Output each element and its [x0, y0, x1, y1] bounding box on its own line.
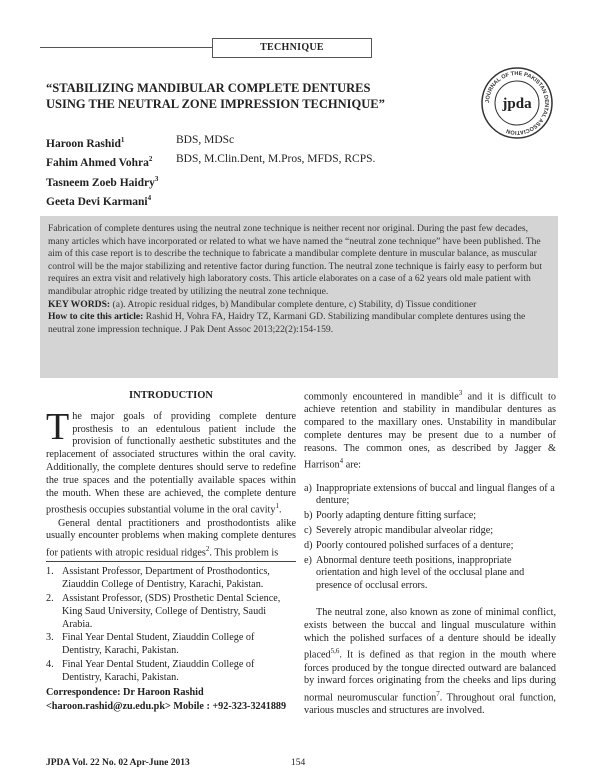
intro-paragraph-1: The major goals of providing complete denture prosthesis to an edentulous patient include the provision of functionally aesthetic substitutes and the replacement of associated structures within the oral cavity. Additionally, the complete dentures should serve to redefine the true spaces and the potentially available spaces within the mouth. When these are achieved, the complete denture prosthesis occupies substantial volume in the oral cavity$^1$. [46, 405, 296, 516]
author-degree: BDS, M.Clin.Dent, M.Pros, MFDS, RCPS. [176, 153, 376, 166]
author-name: Haroon Rashid$^1$ [46, 136, 125, 150]
logo-text: jpda [502, 96, 532, 112]
intro-paragraph-2: General dental practitioners and prosthodontists alike usually encounter problems when making complete dentures for patients with atropic residual ridges$^2$. This problem is [46, 517, 296, 559]
author-degree [176, 191, 486, 210]
abstract-text: Fabrication of complete dentures using the neutral zone technique is neither recent nor original. During the past few decades, many articles which have incorporated or related to what we have named the “neutral zone technique” have been published. The aim of this case report is to describe the technique to fabricate a mandibular complete denture in muscular balance, as muscular control will be the major stabilizing and retentive factor during function. The neutral zone technique is fairly easy to perform but requires an extra visit and relatively high laboratory costs. This article elaborates on a case of a 62 years old male patient with mandibular atrophic ridge treated by utilizing the neutral zone technique. [48, 223, 543, 297]
footnote: 2. Assistant Professor, (SDS) Prosthetic Dental Science, King Saud University, College of Dentistry, Saudi Arabia. [46, 592, 281, 630]
right-column [304, 387, 556, 718]
correspondence-contact: <haroon.rashid@zu.edu.pk> Mobile : +92-323-3241889 [46, 701, 287, 713]
list-item: c) Severely atropic mandibular alveolar ridge; [304, 524, 494, 536]
intro-heading: INTRODUCTION [128, 390, 213, 401]
logo-ring-text: JOURNAL OF THE PAKISTAN DENTAL ASSOCIATION [484, 70, 550, 136]
page-number: 154 [291, 758, 306, 768]
author-row [46, 133, 486, 152]
keywords: KEY WORDS: (a). Atropic residual ridges, b) Mandibular complete denture, c) Stability, d) Tissue conditioner [48, 298, 477, 310]
correspondence-label: Correspondence: Dr Haroon Rashid [46, 686, 204, 698]
title-line-1: “STABILIZING MANDIBULAR COMPLETE DENTURES [46, 81, 371, 95]
author-name: Geeta Devi Karmani$^4$ [46, 193, 152, 208]
section-label: TECHNIQUE [212, 38, 372, 58]
author-name: Tasneem Zoeb Haidry$^3$ [46, 174, 159, 189]
drop-cap: T [46, 405, 70, 448]
header-rule [40, 47, 212, 48]
author-name: Fahim Ahmed Vohra$^2$ [46, 155, 153, 170]
footnote: 1. Assistant Professor, Department of Prosthodontics, Ziauddin College of Dentistry, Karachi, Pakistan. [46, 566, 270, 591]
article-title [46, 80, 426, 112]
footnote: 4. Final Year Dental Student, Ziauddin College of Dentistry, Karachi, Pakistan. [46, 658, 255, 683]
abstract-box [40, 216, 558, 378]
footnote: 3. Final Year Dental Student, Ziauddin College of Dentistry, Karachi, Pakistan. [46, 632, 255, 657]
journal-footer: JPDA Vol. 22 No. 02 Apr-June 2013 [46, 758, 190, 768]
author-row [46, 152, 486, 171]
author-row [46, 172, 486, 191]
list-item: a) Inappropriate extensions of buccal and lingual flanges of a denture; [304, 482, 555, 507]
author-row [46, 191, 486, 210]
author-degree: BDS, MDSc [176, 134, 235, 146]
footnote-rule [46, 561, 296, 562]
body-paragraph: The neutral zone, also known as zone of minimal conflict, exists between the buccal and lingual musculature within which the polished surfaces of a denture should be ideally placed$^{5,6}$. It is defined as that region in the mouth where forces produced by the tongue directed outward are balanced by inward forces originating from the cheeks and lips during normal neuromuscular function$^7$. Throughout oral function, various muscles and structures are involved. [304, 606, 556, 717]
list-item: d) Poorly contoured polished surfaces of a denture; [304, 539, 514, 551]
author-degree [176, 172, 486, 191]
author-list [46, 133, 486, 210]
list-item: e) Abnormal denture teeth positions, inappropriate orientation and high level of the occlusal plane and presence of occlusal errors. [304, 554, 525, 592]
body-paragraph: commonly encountered in mandible$^3$ and it is difficult to achieve retention and stability in mandibular dentures as compared to the maxillary ones. Unstability in mandibular complete dentures may be present due to a number of reasons. The common ones, as described by Jagger & Harrison$^4$ are: [304, 389, 556, 471]
journal-logo [480, 66, 554, 140]
title-line-2: USING THE NEUTRAL ZONE IMPRESSION TECHNIQUE” [46, 97, 385, 111]
citation: How to cite this article: Rashid H, Vohra FA, Haidry TZ, Karmani GD. Stabilizing mandibular complete dentures using the neutral zone impression technique. J Pak Dent Assoc 2013;22(2):154-159. [48, 311, 526, 335]
left-column [46, 390, 296, 714]
list-item: b) Poorly adapting denture fitting surface; [304, 510, 477, 522]
